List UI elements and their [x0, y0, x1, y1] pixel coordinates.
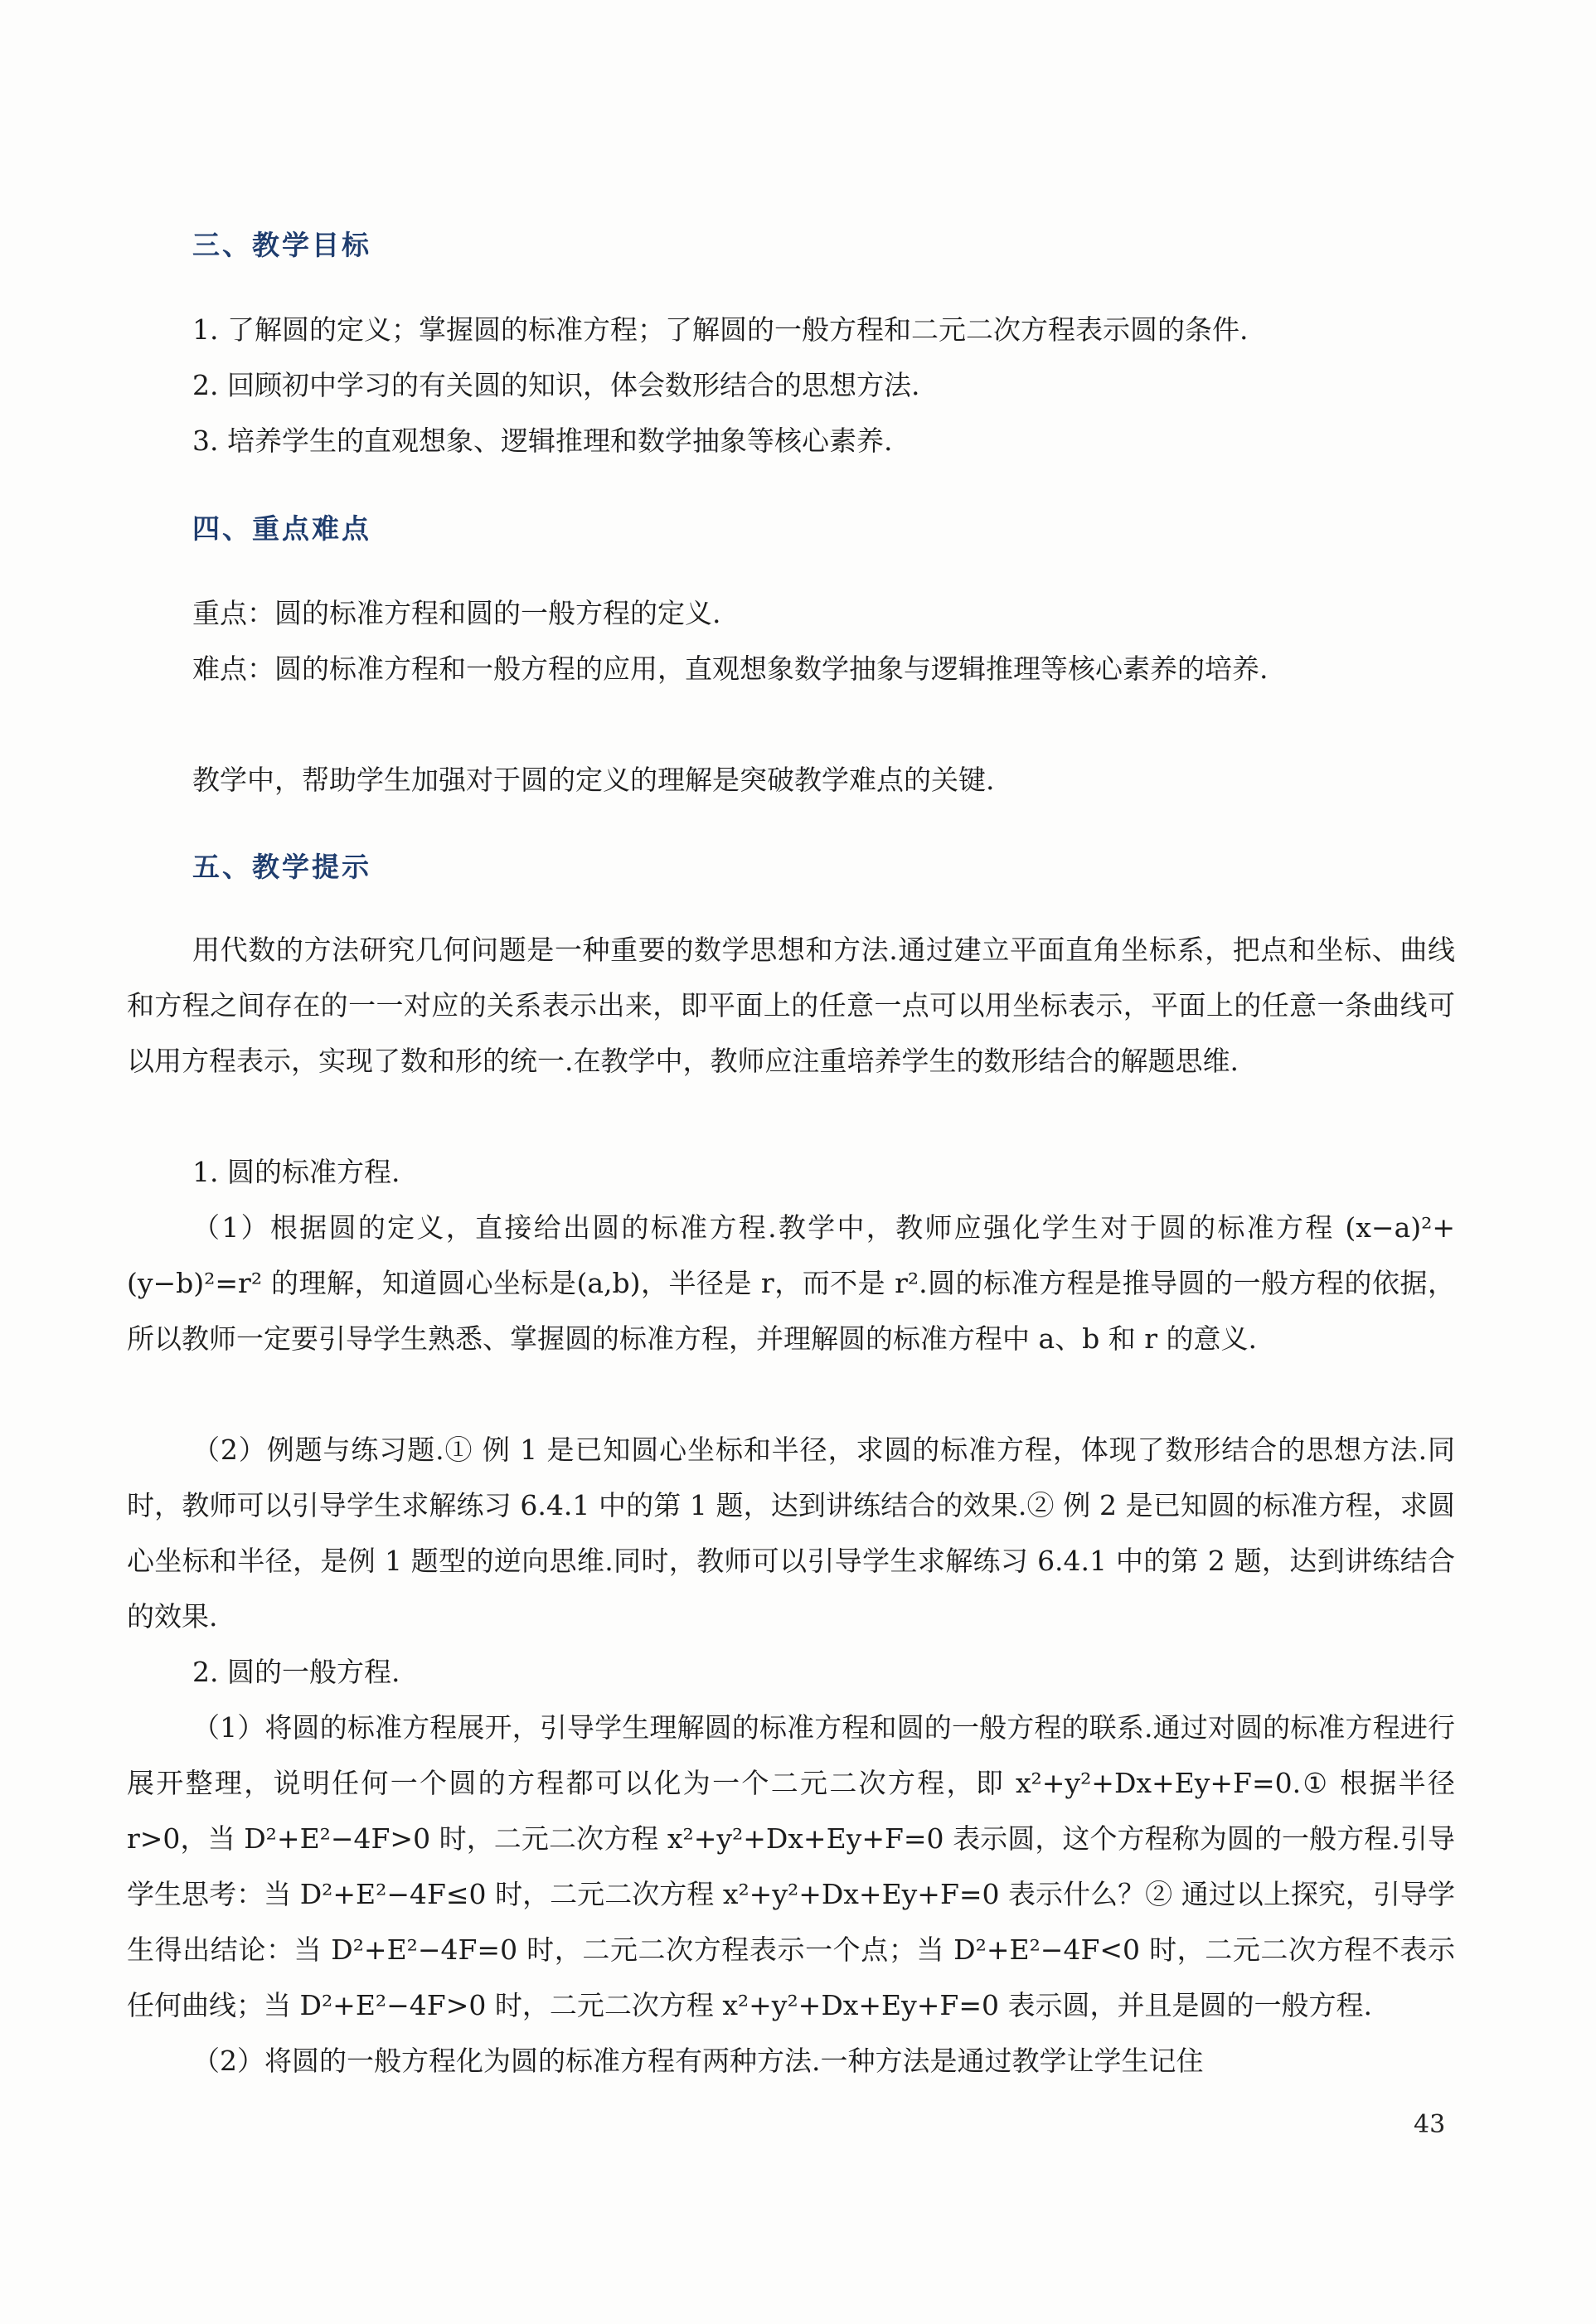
difficulty-text: 难点：圆的标准方程和一般方程的应用，直观想象数学抽象与逻辑推理等核心素养的培养. [192, 653, 1269, 685]
difficulty-note: 教学中，帮助学生加强对于圆的定义的理解是突破教学难点的关键. [192, 764, 995, 796]
general-equation-paragraph-2: （2）将圆的一般方程化为圆的标准方程有两种方法.一种方法是通过教学让学生记住 [192, 2045, 1204, 2077]
subsection-title-standard-equation: 1. 圆的标准方程. [192, 1156, 400, 1188]
subsection-title-general-equation: 2. 圆的一般方程. [192, 1656, 400, 1688]
tips-intro: 用代数的方法研究几何问题是一种重要的数学思想和方法.通过建立平面直角坐标系，把点和坐标、曲线和方程之间存在的一一对应的关系表示出来，即平面上的任意一点可以用坐标表示，平面上的任意一条曲线可以用方程表示，实现了数和形的统一.在教学中，教师应注重培养学生的数形结合的解题思维. [127, 934, 1455, 1077]
goal-item-1: 1. 了解圆的定义；掌握圆的标准方程；了解圆的一般方程和二元二次方程表示圆的条件. [192, 313, 1249, 346]
standard-equation-paragraph-2: （2）例题与练习题.① 例 1 是已知圆心坐标和半径，求圆的标准方程，体现了数形结合的思想方法.同时，教师可以引导学生求解练习 6.4.1 中的第 1 题，达到讲练结合的效果.② 例 2 是已知圆的标准方程，求圆心坐标和半径，是例 1 题型的逆向思维.同时，教师可以引导学生求解练习 6.4.1 中的第 2 题，达到讲练结合的效果. [127, 1434, 1455, 1633]
page-number: 43 [1414, 2110, 1446, 2139]
section-heading-key-points: 四、重点难点 [192, 512, 371, 545]
section-heading-teaching-tips: 五、教学提示 [192, 851, 371, 883]
goal-item-3: 3. 培养学生的直观想象、逻辑推理和数学抽象等核心素养. [192, 425, 893, 457]
general-equation-paragraph-1: （1）将圆的标准方程展开，引导学生理解圆的标准方程和圆的一般方程的联系.通过对圆的标准方程进行展开整理，说明任何一个圆的方程都可以化为一个二元二次方程，即 x²+y²+Dx+Ey+F=0.① 根据半径 r>0，当 D²+E²−4F>0 时，二元二次方程 x²+y²+Dx+Ey+F=0 表示圆，这个方程称为圆的一般方程.引导学生思考：当 D²+E²−4F≤0 时，二元二次方程 x²+y²+Dx+Ey+F=0 表示什么？② 通过以上探究，引导学生得出结论：当 D²+E²−4F=0 时，二元二次方程表示一个点；当 D²+E²−4F<0 时，二元二次方程不表示任何曲线；当 D²+E²−4F>0 时，二元二次方程 x²+y²+Dx+Ey+F=0 表示圆，并且是圆的一般方程. [127, 1711, 1455, 2021]
standard-equation-paragraph-1: （1）根据圆的定义，直接给出圆的标准方程.教学中，教师应强化学生对于圆的标准方程 (x−a)²+(y−b)²=r² 的理解，知道圆心坐标是(a,b)，半径是 r，而不是 r².圆的标准方程是推导圆的一般方程的依据，所以教师一定要引导学生熟悉、掌握圆的标准方程，并理解圆的标准方程中 a、b 和 r 的意义. [127, 1211, 1455, 1355]
section-heading-teaching-goals: 三、教学目标 [192, 229, 371, 261]
goal-item-2: 2. 回顾初中学习的有关圆的知识，体会数形结合的思想方法. [192, 369, 920, 401]
key-point-text: 重点：圆的标准方程和圆的一般方程的定义. [192, 597, 721, 629]
